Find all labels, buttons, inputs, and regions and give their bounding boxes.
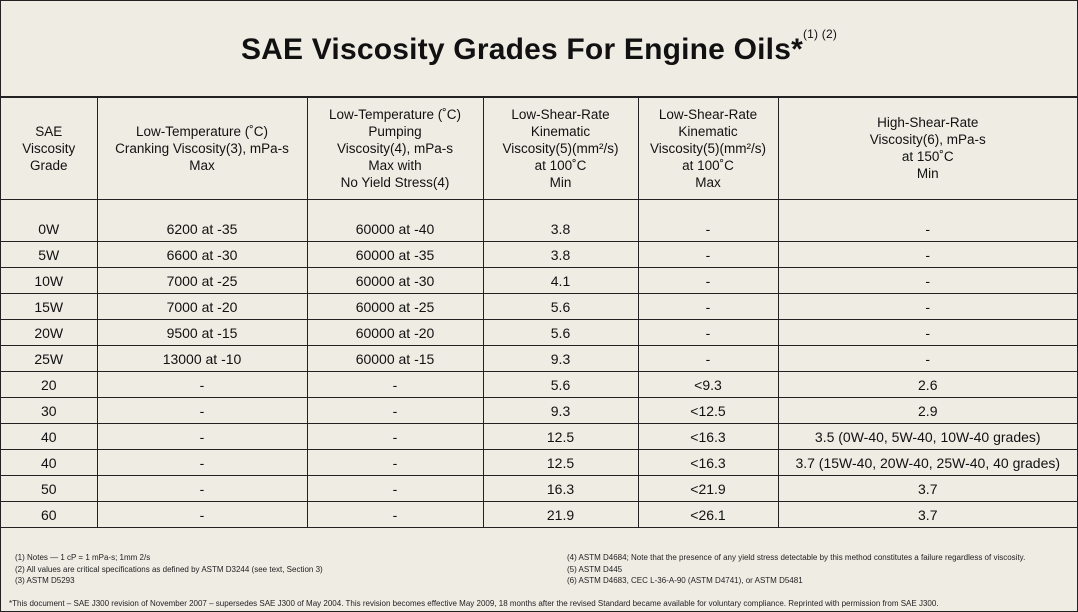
table-cell: 60000 at -15 — [307, 346, 483, 372]
table-cell: 60000 at -40 — [307, 216, 483, 242]
note-5: (5) ASTM D445 — [567, 564, 623, 574]
table-cell: <16.3 — [638, 450, 778, 476]
header-line: Min — [549, 174, 572, 190]
table-cell: 60 — [1, 502, 97, 528]
table-row — [1, 242, 1077, 268]
table-row — [1, 216, 1077, 242]
table-cell: <9.3 — [638, 372, 778, 398]
notes-section — [1, 544, 1077, 611]
header-pumping-viscosity — [307, 97, 483, 200]
table-row — [1, 372, 1077, 398]
table-row — [1, 398, 1077, 424]
table-cell: <21.9 — [638, 476, 778, 502]
table-cell: - — [778, 216, 1077, 242]
spacer-row — [1, 200, 1077, 217]
footnote: *This document – SAE J300 revision of November 2007 – supersedes SAE J300 of May 2004. This revision becomes effective May 2009, 18 months after the revised Standard became available for voluntary compliance. Reprinted with permission from SAE J300. — [9, 599, 939, 608]
table-cell: 5.6 — [483, 320, 638, 346]
table-cell: - — [638, 346, 778, 372]
table-cell: 40 — [1, 424, 97, 450]
header-line: Max — [189, 157, 215, 173]
title-footnote-refs: (1) (2) — [802, 27, 838, 41]
table-cell: 0W — [1, 216, 97, 242]
table-cell: 10W — [1, 268, 97, 294]
table-cell: 3.8 — [483, 216, 638, 242]
table-cell: - — [638, 216, 778, 242]
note-4: (4) ASTM D4684; Note that the presence of any yield stress detectable by this method constitutes a failure regardless of viscosity. — [567, 553, 1026, 562]
table-row — [1, 502, 1077, 528]
table-cell: - — [307, 450, 483, 476]
table-cell: 3.8 — [483, 242, 638, 268]
header-line: Max with — [368, 157, 422, 173]
header-line: Low-Temperature (˚C) — [328, 106, 462, 122]
table-cell: 60000 at -35 — [307, 242, 483, 268]
table-cell: - — [778, 320, 1077, 346]
table-cell: 9.3 — [483, 346, 638, 372]
table-cell: 4.1 — [483, 268, 638, 294]
header-line: Low-Temperature (˚C) — [135, 123, 269, 139]
table-cell: - — [97, 476, 307, 502]
table-cell: - — [638, 294, 778, 320]
table-cell: - — [638, 268, 778, 294]
table-cell: 3.5 (0W-40, 5W-40, 10W-40 grades) — [778, 424, 1077, 450]
table-cell: 5W — [1, 242, 97, 268]
table-cell: 7000 at -25 — [97, 268, 307, 294]
header-line: Viscosity — [22, 140, 76, 156]
header-cranking-viscosity — [97, 97, 307, 200]
table-cell: - — [97, 450, 307, 476]
header-line: Viscosity(4), mPa-s — [336, 140, 454, 156]
table-cell: - — [638, 320, 778, 346]
header-line: Min — [916, 166, 939, 181]
table-cell: <26.1 — [638, 502, 778, 528]
table-cell: 2.6 — [778, 372, 1077, 398]
header-line: at 150˚C — [901, 149, 954, 164]
table-cell: 15W — [1, 294, 97, 320]
table-cell: - — [778, 242, 1077, 268]
header-kinematic-min — [483, 97, 638, 200]
note-6: (6) ASTM D4683, CEC L-36-A-90 (ASTM D4741), or ASTM D5481 — [567, 576, 803, 585]
header-line: Kinematic — [678, 123, 738, 139]
table-cell: 9.3 — [483, 398, 638, 424]
table-cell: 3.7 — [778, 476, 1077, 502]
header-line: at 100˚C — [682, 157, 734, 173]
table-body — [1, 200, 1077, 528]
table-cell: 60000 at -20 — [307, 320, 483, 346]
viscosity-table — [1, 97, 1077, 528]
table-row — [1, 424, 1077, 450]
table-cell: - — [97, 372, 307, 398]
table-cell: 6600 at -30 — [97, 242, 307, 268]
table-cell: 6200 at -35 — [97, 216, 307, 242]
header-row — [1, 97, 1077, 200]
table-cell: 12.5 — [483, 450, 638, 476]
table-cell: 30 — [1, 398, 97, 424]
table-cell: - — [307, 424, 483, 450]
table-cell: 5.6 — [483, 294, 638, 320]
header-line: Low-Shear-Rate — [658, 106, 758, 122]
header-line: Max — [695, 174, 721, 190]
table-cell: - — [778, 294, 1077, 320]
note-3: (3) ASTM D5293 — [15, 576, 75, 585]
title-box — [1, 1, 1077, 98]
table-cell: 12.5 — [483, 424, 638, 450]
table-cell: - — [97, 424, 307, 450]
header-line: No Yield Stress(4) — [340, 174, 450, 190]
table-cell: - — [307, 372, 483, 398]
table-cell: 13000 at -10 — [97, 346, 307, 372]
header-line: Viscosity(5)(mm²/s) — [650, 140, 766, 156]
table-row — [1, 320, 1077, 346]
table-cell: 3.7 — [778, 502, 1077, 528]
table-row — [1, 476, 1077, 502]
page-title — [1, 27, 1077, 67]
table-cell: 21.9 — [483, 502, 638, 528]
table-cell: 25W — [1, 346, 97, 372]
table-cell: - — [307, 476, 483, 502]
header-sae-grade — [1, 97, 97, 200]
table-cell: - — [778, 268, 1077, 294]
table-cell: - — [778, 346, 1077, 372]
table-cell: 7000 at -20 — [97, 294, 307, 320]
table-row — [1, 346, 1077, 372]
header-line: SAE — [35, 123, 63, 139]
note-2: (2) All values are critical specifications as defined by ASTM D3244 (see text, Section 3) — [15, 564, 323, 574]
header-kinematic-max — [638, 97, 778, 200]
table-cell: - — [97, 398, 307, 424]
table-cell: <12.5 — [638, 398, 778, 424]
table-cell: 2.9 — [778, 398, 1077, 424]
table-row — [1, 450, 1077, 476]
header-line: at 100˚C — [534, 157, 587, 173]
header-high-shear — [778, 97, 1077, 200]
table-cell: - — [97, 502, 307, 528]
table-cell: - — [638, 242, 778, 268]
table-cell: 16.3 — [483, 476, 638, 502]
table-cell: 60000 at -25 — [307, 294, 483, 320]
table-cell: 20W — [1, 320, 97, 346]
header-line: High-Shear-Rate — [877, 115, 979, 130]
header-line: Kinematic — [530, 123, 591, 139]
table-cell: 50 — [1, 476, 97, 502]
table-cell: <16.3 — [638, 424, 778, 450]
table-cell: 20 — [1, 372, 97, 398]
table-cell: 9500 at -15 — [97, 320, 307, 346]
table-row — [1, 294, 1077, 320]
header-line: Low-Shear-Rate — [511, 106, 610, 122]
notes-right — [567, 552, 1025, 587]
header-line: Viscosity(5)(mm²/s) — [502, 140, 619, 156]
table-cell: - — [307, 398, 483, 424]
notes-left — [15, 552, 323, 587]
table-cell: 60000 at -30 — [307, 268, 483, 294]
table-row — [1, 268, 1077, 294]
header-line: Pumping — [368, 123, 422, 139]
header-line: Grade — [29, 157, 68, 173]
table-cell: - — [307, 502, 483, 528]
table-cell: 40 — [1, 450, 97, 476]
header-line: Viscosity(6), mPa-s — [869, 132, 986, 147]
table-cell: 3.7 (15W-40, 20W-40, 25W-40, 40 grades) — [778, 450, 1077, 476]
table-cell: 5.6 — [483, 372, 638, 398]
note-1: (1) Notes — 1 cP = 1 mPa-s; 1mm 2/s — [15, 553, 151, 562]
header-line: Cranking Viscosity(3), mPa-s — [115, 140, 289, 156]
title-text: SAE Viscosity Grades For Engine Oils* — [240, 33, 803, 66]
